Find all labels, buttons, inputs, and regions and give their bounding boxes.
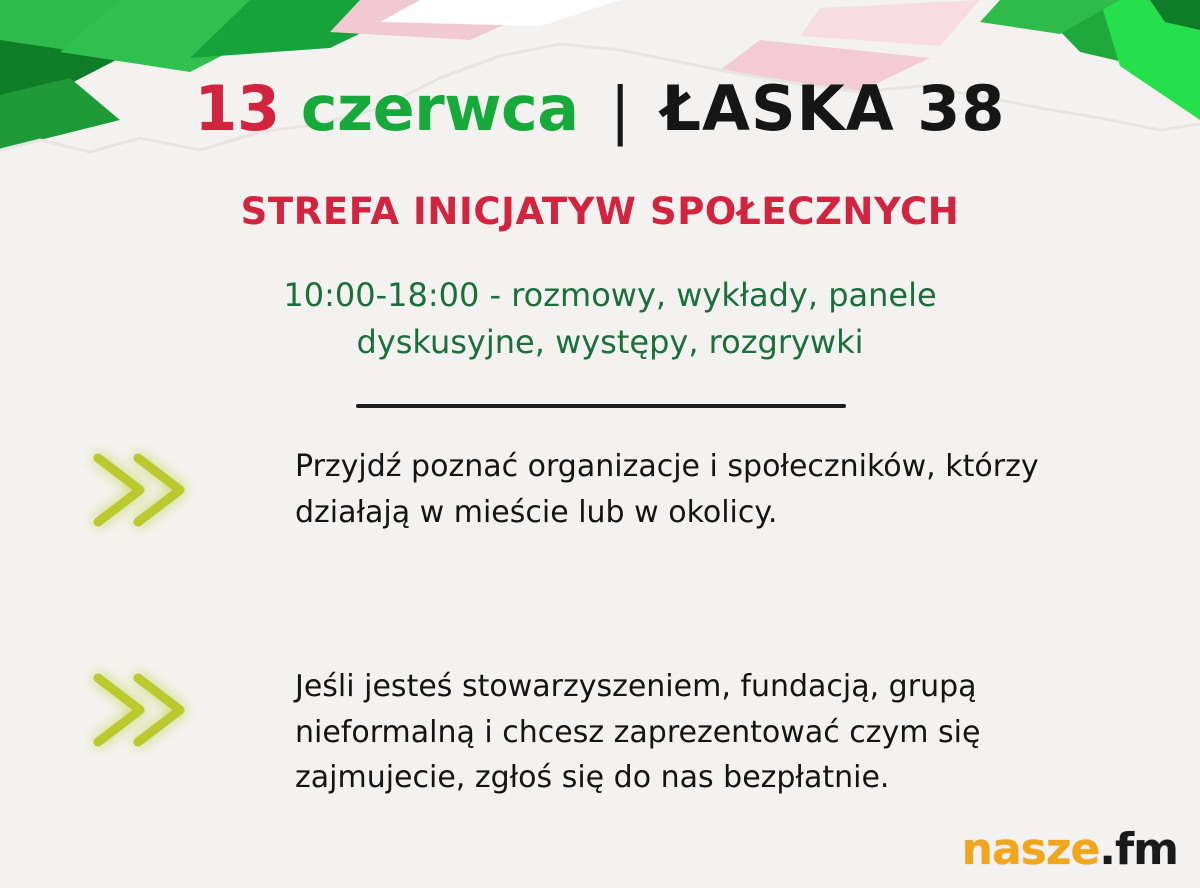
- info-block-1-text: Przyjdź poznać organizacje i społeczników, którzy działają w mieście lub w okolicy.: [295, 449, 1039, 530]
- nasze-fm-logo: [961, 824, 1178, 875]
- program-hours: [230, 272, 990, 365]
- info-block-2-text: Jeśli jesteś stowarzyszeniem, fundacją, grupą nieformalną i chcesz zaprezentować czym się zajmujecie, zgłoś się do nas bezpłatnie.: [295, 669, 981, 796]
- headline-place: ŁASKA 38: [661, 72, 1006, 145]
- double-chevron-right-icon: [80, 664, 210, 756]
- logo-text-primary: nasze: [961, 824, 1100, 875]
- divider-rule: [356, 404, 846, 408]
- info-block-2: [80, 660, 1085, 801]
- double-chevron-right-icon: [80, 444, 210, 536]
- headline-separator: |: [609, 74, 631, 147]
- program-hours-line-1: 10:00-18:00 - rozmowy, wykłady, panele: [283, 276, 937, 314]
- headline-date-number: 13: [194, 72, 280, 145]
- info-block-1: [80, 440, 1055, 536]
- headline-date-month: czerwca: [300, 72, 579, 145]
- headline: [0, 72, 1200, 147]
- subheadline: STREFA INICJATYW SPOŁECZNYCH: [240, 190, 960, 233]
- logo-text-secondary: .fm: [1099, 824, 1178, 875]
- program-hours-line-2: dyskusyjne, występy, rozgrywki: [356, 322, 864, 361]
